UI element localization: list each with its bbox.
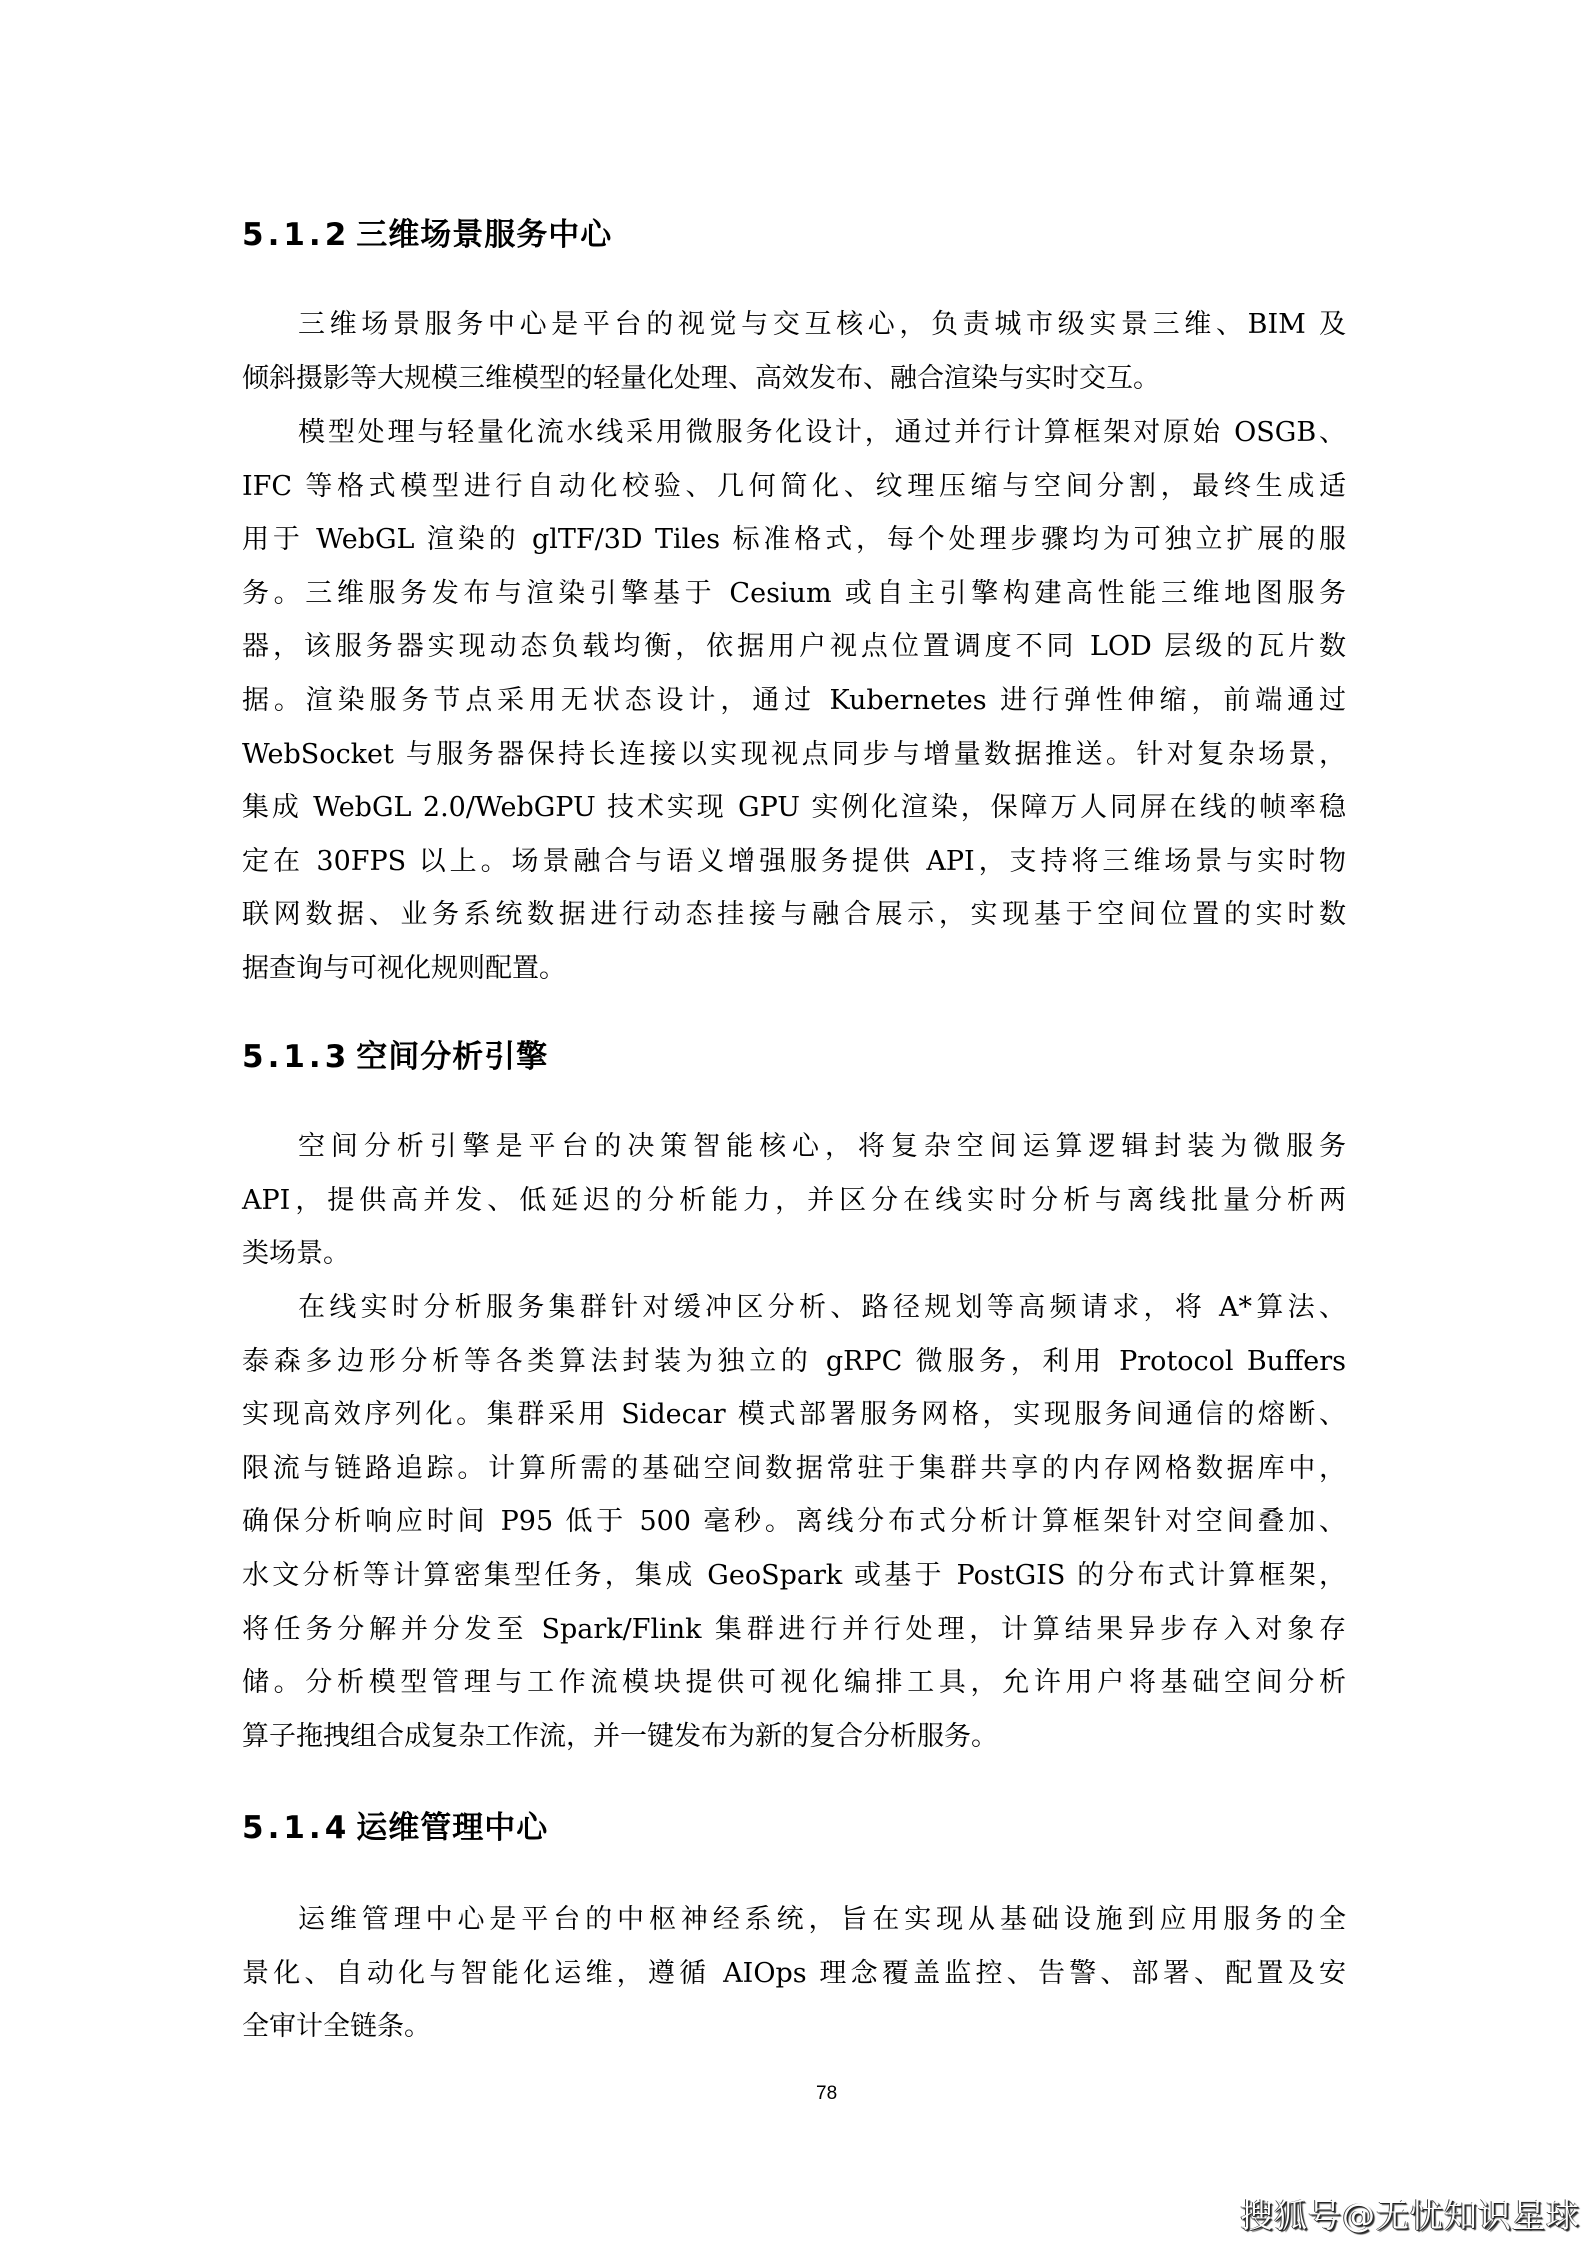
paragraph-line: 空间分析引擎是平台的决策智能核心，将复杂空间运算逻辑封装为微服务 [298,1131,1346,1162]
paragraph-line: API，提供高并发、低延迟的分析能力，并区分在线实时分析与离线批量分析两 [242,1184,1346,1216]
section-heading [242,1808,548,1848]
paragraph-line: 储。分析模型管理与工作流模块提供可视化编排工具，允许用户将基础空间分析 [242,1667,1346,1699]
paragraph-line: IFC 等格式模型进行自动化校验、几何简化、纹理压缩与空间分割，最终生成适 [242,470,1346,502]
paragraph-line: 类场景。 [242,1238,350,1270]
paragraph-line: 器，该服务器实现动态负载均衡，依据用户视点位置调度不同 LOD 层级的瓦片数 [242,631,1346,663]
paragraph-line: 务。三维服务发布与渲染引擎基于 Cesium 或自主引擎构建高性能三维地图服务 [242,577,1346,609]
paragraph-line: 据查询与可视化规则配置。 [242,953,566,984]
section-number: 5.1.3 [242,1039,351,1075]
section-heading [242,1037,548,1077]
page-number: 78 [816,2083,838,2104]
paragraph-line: 据。渲染服务节点采用无状态设计，通过 Kubernetes 进行弹性伸缩，前端通过 [242,685,1346,716]
section-number: 5.1.2 [242,217,351,253]
paragraph-line: 运维管理中心是平台的中枢神经系统，旨在实现从基础设施到应用服务的全 [298,1904,1346,1935]
section-heading [242,215,612,255]
paragraph-line: 联网数据、业务系统数据进行动态挂接与融合展示，实现基于空间位置的实时数 [242,899,1346,931]
paragraph-line: 用于 WebGL 渲染的 glTF/3D Tiles 标准格式，每个处理步骤均为可独立扩展的服 [242,524,1346,556]
paragraph-line: 水文分析等计算密集型任务，集成 GeoSpark 或基于 PostGIS 的分布式计算框架， [242,1560,1346,1591]
paragraph-line: 景化、自动化与智能化运维，遵循 AIOps 理念覆盖监控、告警、部署、配置及安 [242,1957,1346,1989]
section-number: 5.1.4 [242,1810,351,1846]
paragraph-line: 将任务分解并分发至 Spark/Flink 集群进行并行处理，计算结果异步存入对象存 [242,1613,1346,1645]
paragraph-line: 实现高效序列化。集群采用 Sidecar 模式部署服务网格，实现服务间通信的熔断、 [242,1399,1346,1431]
section-title: 三维场景服务中心 [356,217,613,253]
paragraph-line: 泰森多边形分析等各类算法封装为独立的 gRPC 微服务，利用 Protocol Buffers [242,1345,1346,1377]
paragraph-line: 倾斜摄影等大规模三维模型的轻量化处理、高效发布、融合渲染与实时交互。 [242,362,1160,394]
paragraph-line: 在线实时分析服务集群针对缓冲区分析、路径规划等高频请求，将 A*算法、 [298,1292,1346,1323]
section-title: 运维管理中心 [356,1810,549,1846]
watermark: 搜狐号@无忧知识星球 [1240,2196,1580,2235]
section-title: 空间分析引擎 [356,1039,549,1075]
paragraph-line: 限流与链路追踪。计算所需的基础空间数据常驻于集群共享的内存网格数据库中， [242,1452,1346,1484]
paragraph-line: 定在 30FPS 以上。场景融合与语义增强服务提供 API，支持将三维场景与实时物 [242,845,1346,877]
paragraph-line: 确保分析响应时间 P95 低于 500 毫秒。离线分布式分析计算框架针对空间叠加、 [242,1506,1346,1538]
paragraph-line: WebSocket 与服务器保持长连接以实现视点同步与增量数据推送。针对复杂场景， [242,738,1346,770]
paragraph-line: 算子拖拽组合成复杂工作流，并一键发布为新的复合分析服务。 [242,1720,998,1752]
paragraph-line: 集成 WebGL 2.0/WebGPU 技术实现 GPU 实例化渲染，保障万人同屏在线的帧率稳 [242,792,1346,824]
paragraph-line: 三维场景服务中心是平台的视觉与交互核心，负责城市级实景三维、BIM 及 [298,309,1346,340]
paragraph-line: 模型处理与轻量化流水线采用微服务化设计，通过并行计算框架对原始 OSGB、 [298,417,1346,448]
paragraph-line: 全审计全链条。 [242,2011,431,2043]
